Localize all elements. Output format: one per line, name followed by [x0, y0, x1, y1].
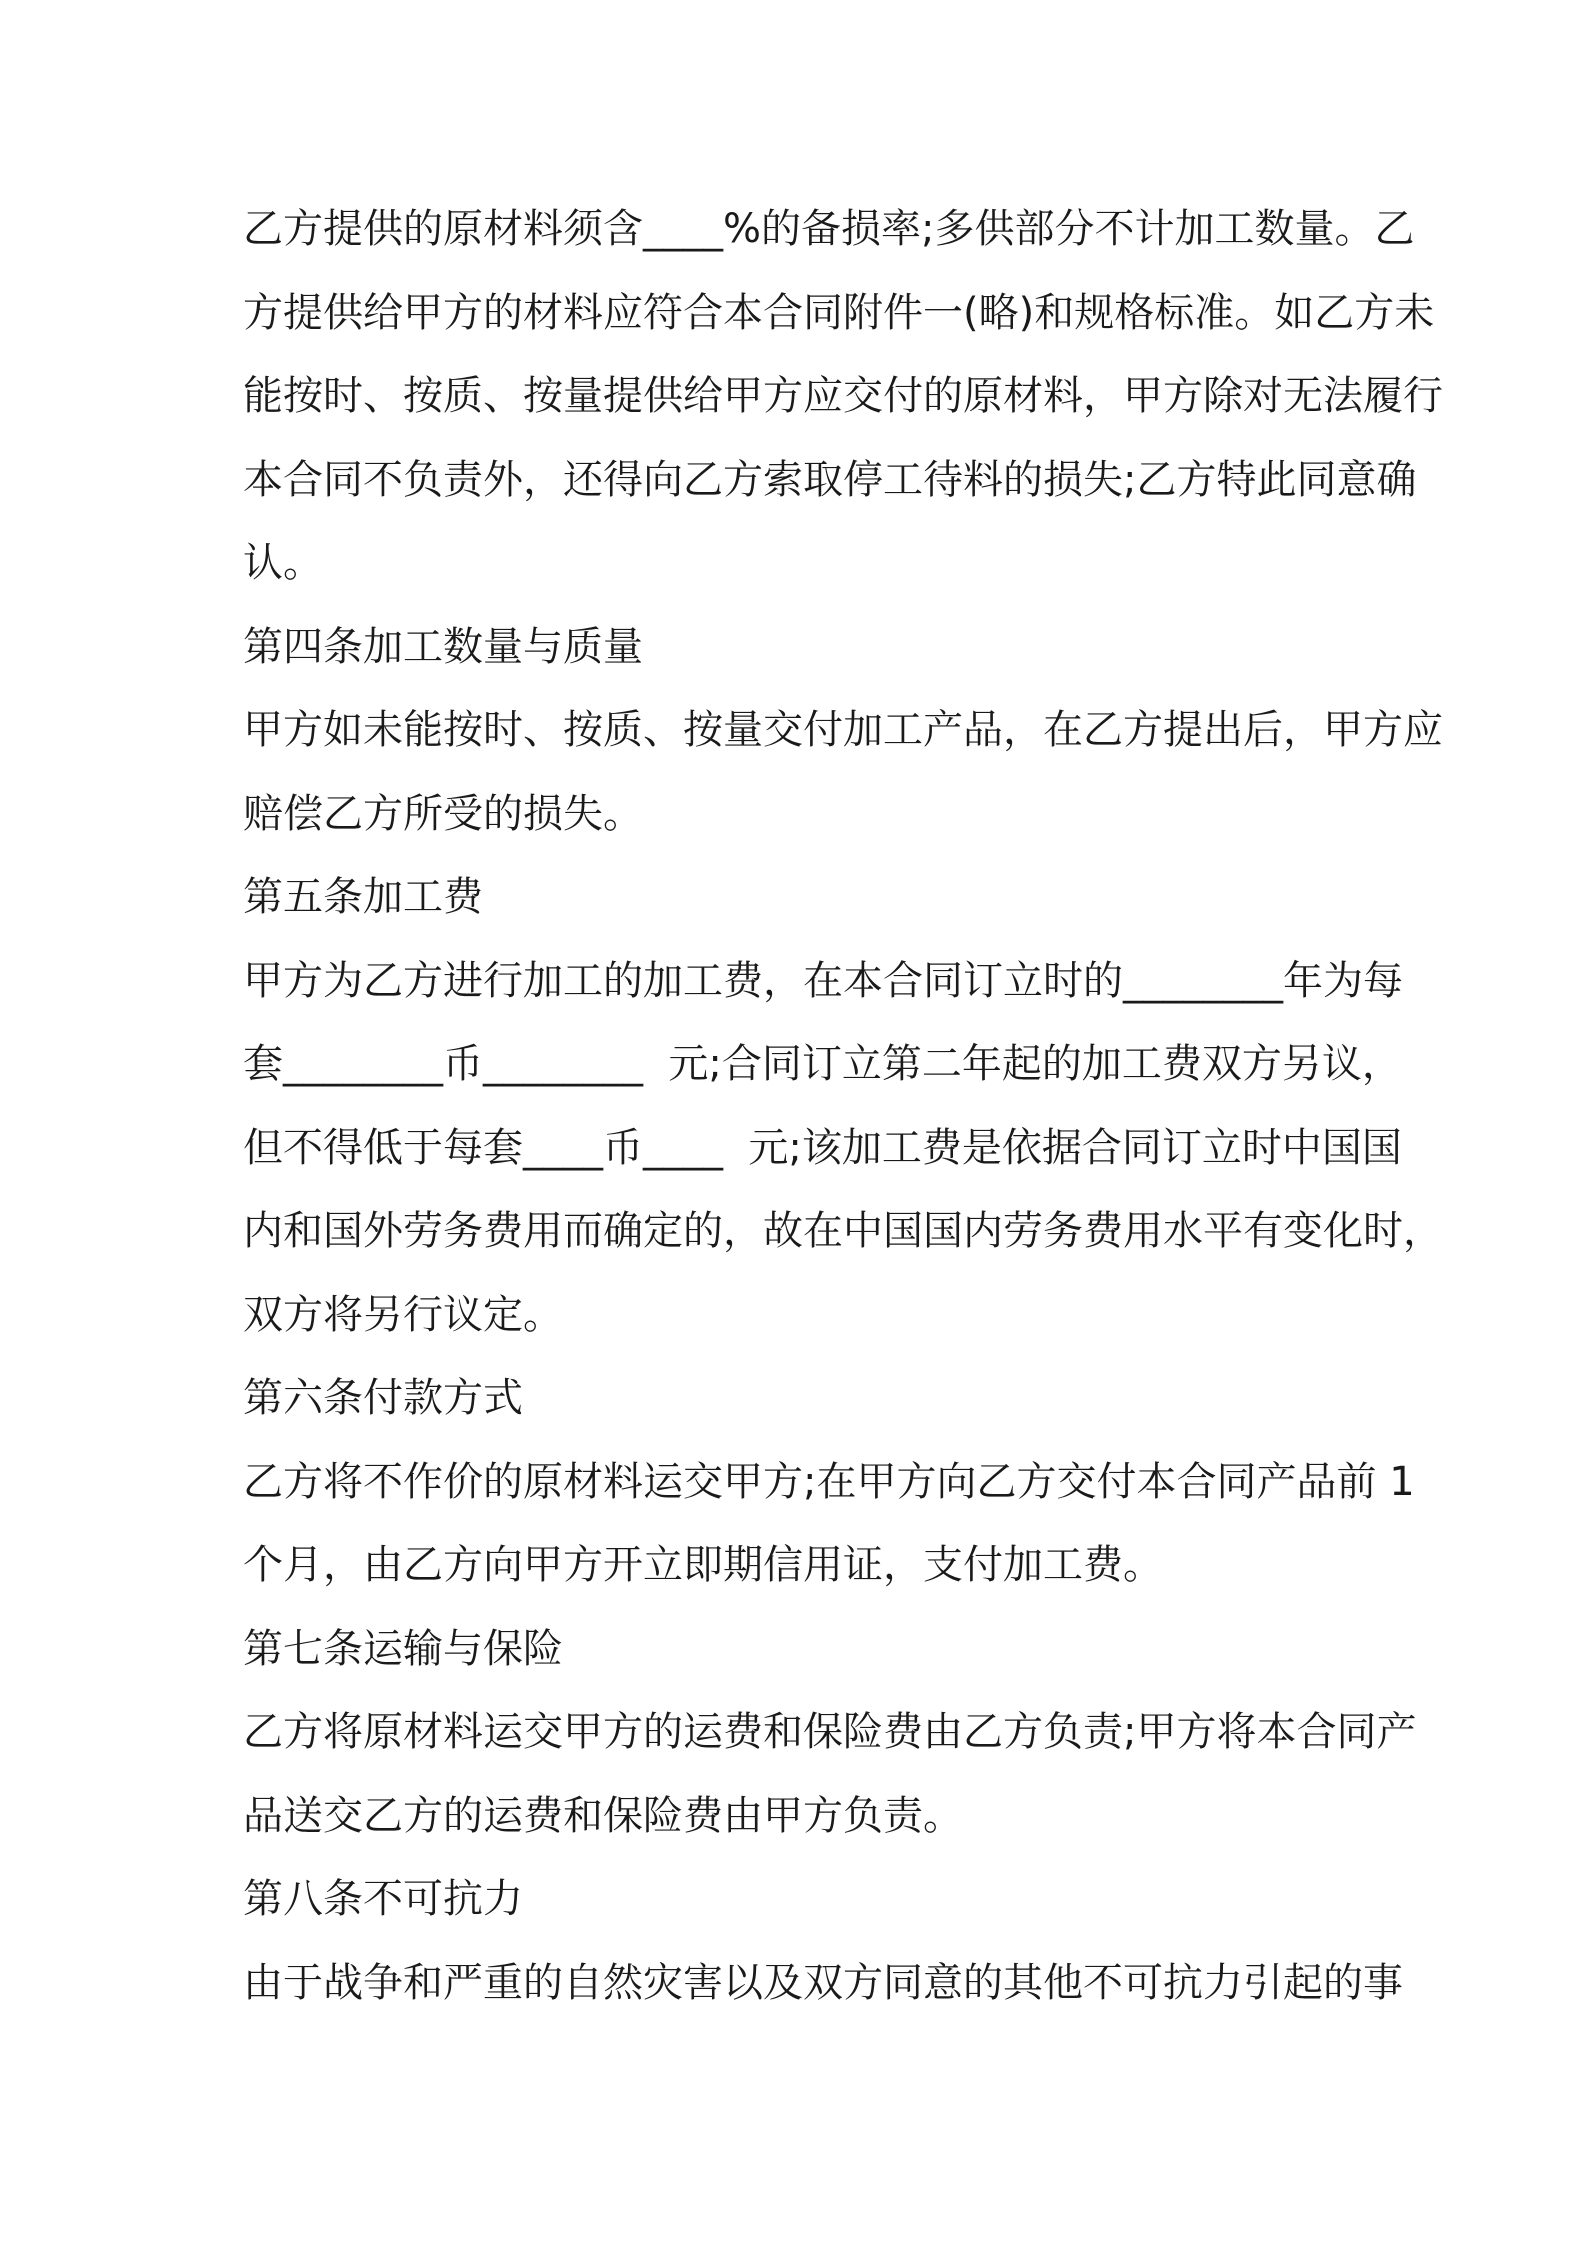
paragraph-line: 双方将另行议定。 — [243, 1291, 563, 1338]
paragraph-line: 品送交乙方的运费和保险费由甲方负责。 — [243, 1792, 963, 1839]
contract-text-body — [243, 188, 1443, 2025]
paragraph-line: 甲方如未能按时、按质、按量交付加工产品，在乙方提出后，甲方应 — [243, 707, 1443, 753]
paragraph-line: 认。 — [243, 540, 323, 586]
paragraph-line: 但不得低于每套____币____ 元;该加工费是依据合同订立时中国国 — [243, 1124, 1402, 1171]
paragraph-line: 由于战争和严重的自然灾害以及双方同意的其他不可抗力引起的事 — [243, 1959, 1403, 2006]
paragraph-line: 能按时、按质、按量提供给甲方应交付的原材料，甲方除对无法履行 — [243, 373, 1443, 419]
section-heading-article-8: 第八条不可抗力 — [243, 1876, 523, 1922]
paragraph-line: 套________币________ 元;合同订立第二年起的加工费双方另议， — [243, 1041, 1402, 1087]
paragraph-line: 乙方将原材料运交甲方的运费和保险费由乙方负责;甲方将本合同产 — [243, 1709, 1417, 1755]
paragraph-line: 个月，由乙方向甲方开立即期信用证，支付加工费。 — [243, 1542, 1163, 1588]
paragraph-line: 本合同不负责外，还得向乙方索取停工待料的损失;乙方特此同意确 — [243, 456, 1417, 503]
paragraph-line: 赔偿乙方所受的损失。 — [243, 790, 643, 837]
section-heading-article-6: 第六条付款方式 — [243, 1375, 523, 1421]
paragraph-line: 方提供给甲方的材料应符合本合同附件一(略)和规格标准。如乙方未 — [243, 289, 1435, 336]
section-heading-article-5: 第五条加工费 — [243, 874, 483, 920]
section-heading-article-7: 第七条运输与保险 — [243, 1625, 563, 1672]
paragraph-line: 乙方提供的原材料须含____%的备损率;多供部分不计加工数量。乙 — [243, 206, 1415, 252]
paragraph-line: 内和国外劳务费用而确定的，故在中国国内劳务费用水平有变化时， — [243, 1208, 1443, 1254]
paragraph-line: 甲方为乙方进行加工的加工费，在本合同订立时的________年为每 — [243, 957, 1403, 1004]
paragraph-line: 乙方将不作价的原材料运交甲方;在甲方向乙方交付本合同产品前 1 — [243, 1458, 1415, 1505]
section-heading-article-4: 第四条加工数量与质量 — [243, 623, 643, 670]
